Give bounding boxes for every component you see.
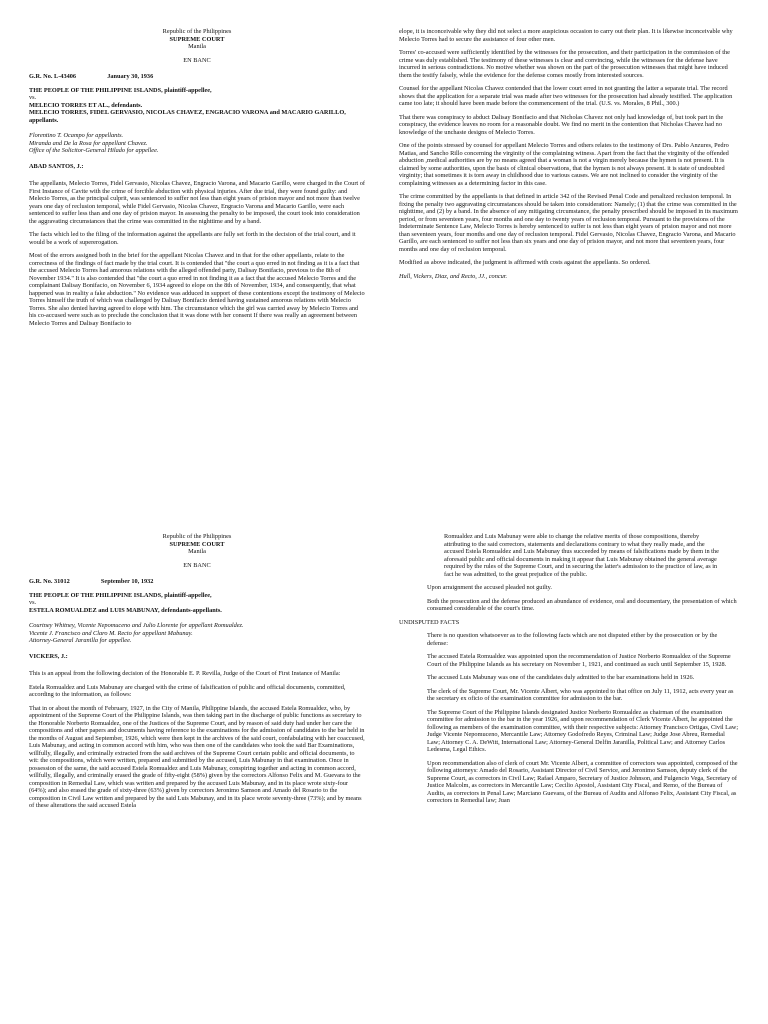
paragraph: Modified as above indicated, the judgment is affirmed with costs against the appellants. So ordered.	[399, 259, 651, 266]
paragraph: The clerk of the Supreme Court, Mr. Vicente Albert, who was appointed to that office on July 11, 1912, acts every year as the secretary ex oficio of the examination committee for admission to the bar.	[427, 687, 734, 702]
paragraph: That there was conspiracy to abduct Dalisay Bonifacio and that Nicholas Chavez not only had knowledge of, but took part in the conspiracy, the evidence leaves no room for a reasonable doubt. We find no merit in the contention that Nicholas Chavez had no knowledge of the unchaste designs of Melecio Torres.	[399, 113, 724, 136]
paragraph: Upon arraignment the accused pleaded not guilty.	[427, 584, 552, 591]
versus: vs.	[29, 599, 37, 606]
intro-paragraph: This is an appeal from the following decision of the Honorable E. P. Revilla, Judge of the Court of First Instance of Manila:	[29, 670, 341, 677]
plaintiff: THE PEOPLE OF THE PHILIPPINE ISLANDS, plaintiff-appellee,	[29, 86, 212, 94]
paragraph: Torres' co-accused were sufficiently identified by the witnesses for the prosecution, and their participation in the commission of the crime was duly established. The testimony of these witnesses is clear and convincing, while the witnesses for the defense have incurred in serious contradictions. No motive whether was shown on the part of the prosecution witnesses that might have induced them the testify falsely, while the evidence for the defense comes mostly from interested sources.	[399, 49, 730, 79]
division: EN BANC	[183, 561, 211, 569]
case1-left-column	[29, 28, 365, 333]
gr-number: G.R. No. L-43406	[29, 73, 77, 80]
counsel-line: Courtney Whitney, Vicente Nepomuceno and Julio Llorente for appellant Romualdez.	[29, 622, 244, 629]
paragraph: The accused Luis Mabunay was one of the candidates duly admitted to the bar examinations held in 1926.	[427, 674, 695, 681]
counsel-line: Office of the Solicitor-General Hilado for appellee.	[29, 147, 159, 154]
header-court: SUPREME COURT	[169, 35, 225, 43]
parties	[29, 87, 365, 125]
header-court: SUPREME COURT	[169, 540, 225, 548]
versus: vs.	[29, 94, 37, 101]
page-case-2	[0, 533, 768, 1023]
division: EN BANC	[183, 56, 211, 64]
case-number-line	[29, 73, 365, 81]
page-case-1	[0, 28, 768, 518]
case2-left-column	[29, 533, 365, 816]
case-number-line	[29, 578, 365, 586]
case1-header	[29, 28, 365, 64]
paragraph: Upon recommendation also of clerk of court Mr. Vicente Albert, a committee of correctors was appointed, composed of the following attorneys: Amado del Rosario, Assistant Director of Civil Service, and Jeronimo Samson, deputy clerk of the Supreme Court, as correctors in Civil Law; Rafael Amparo, Secretary of Justice Johnson, and Fulgencio Vega, Secretary of Justice Malcolm, as correctors in Mercantile Law; Cecilio Apostol, Assistant City Fiscal, and Remo, of the Bureau of Audits, as correctors in Penal Law; Marciano Guevara, of the Bureau of Audits and Alfonso Felix, Assistant City Fiscal, as correctors in Remedial law; Juan	[427, 759, 738, 804]
parties	[29, 592, 365, 615]
case2-right-column	[399, 533, 739, 811]
paragraph: There is no question whatsoever as to the following facts which are not disputed either by the prosecution or by the defense:	[427, 632, 718, 647]
paragraph: Both the prosecution and the defense produced an abundance of evidence, oral and documentary, the presentation of which consumed considerable of the court's time.	[427, 597, 737, 612]
plaintiff: THE PEOPLE OF THE PHILIPPINE ISLANDS, plaintiff-appellee,	[29, 591, 212, 599]
counsel-line: Attorney-General Jaranilla for appellee.	[29, 637, 132, 644]
defendants: ESTELA ROMUALDEZ and LUIS MABUNAY, defendants-appellants.	[29, 606, 222, 614]
quoted-information: That in or about the month of February, 1927, in the City of Manila, Philippine Islands, the accused Estela Romualdez, who, by appointment of the Supreme Court of the Philippine Islands, was then taking part in the discharge of public functions as secretary to the Honorable Norberto Romualdez, one of the Justices of the Supreme Court, and by reason of said duty had under her care the compositions and other papers and documents having reference to the examinations for the admission of candidates to the bar held in the months of August and September, 1926, which were then kept in the archives of the said court, confabulating with her coaccused, Luis Mabunay, and acting in common accord with him, who was then one of the candidates who took the said Bar Examinations, willfully, illegally, and criminally extracted from the said archives of the Supreme Court certain public and official documents, to wit: the compositions, which were written, prepared and submitted by the accused, Luis Mabunay in that examination. Once in possession of the same, the said accused Estela Romualdez and Luis Mabunay, conspiring together and acting in common accord, willfully, illegally, and criminally erased the grade of fifty-eight (58%) given by the correctors Alfonso Felix and M. Guevara to the composition in Remedial Law, which was written and prepared by the accused Luis Mabunay, and in its place wrote sixty-four (64%); and also erased the grade of sixty-three (63%) given by correctors Jeronimo Samson and Amado del Rosario to the composition in Civil Law written and prepared by the said Luis Mabunay, and in its place wrote seventy-three (73%); and by means of these alterations the said accused Estela	[29, 704, 365, 809]
defendants: MELECIO TORRES ET AL., defendants.	[29, 101, 143, 109]
paragraph: The Supreme Court of the Philippine Islands designated Justice Norberto Romualdez as chairman of the examination committee for admission to the bar in the year 1926, and upon recommendation of Clerk Vicente Albert, he appointed the following as members of the examination committee, with their respective subjects: Attorney Francisco Ortigas, Civil Law; Judge Vicente Nepomuceno, Mercantile Law; Attorney Godofredo Reyes, Criminal Law; Judge Jose Abreu, Remedial Law; Attorney C. A. DeWitt, International Law; Attorney-General Delfin Jaranilla, Political Law; and Attorney Carlos Ledesma, Legal Ethics.	[427, 708, 739, 753]
decision-date: January 30, 1936	[107, 73, 154, 80]
gr-number: G.R. No. 31012	[29, 578, 70, 585]
decision-date: September 10, 1932	[100, 578, 154, 585]
case1-right-column	[399, 28, 739, 286]
counsel-line: Miranda and De la Rosa for appellant Chavez.	[29, 139, 148, 147]
header-city: Manila	[188, 43, 206, 50]
ponente: VICKERS, J.:	[29, 652, 68, 660]
paragraph: Counsel for the appellant Nicolas Chavez contended that the lower court erred in not granting the latter a separate trial. The record shows that the application for a separate trial was made after two witnesses for the prosecution had already testified. The application came too late; it should have been made before the commencement of the trial. (U.S. vs. Morales, 8 Phil., 300.)	[399, 85, 733, 107]
paragraph: The accused Estela Romualdez was appointed upon the recommendation of Justice Norberto Romualdez of the Supreme Court of the Philippine Islands as his secretary on November 1, 1921, and continued as such until September 15, 1928.	[427, 653, 731, 668]
case2-header	[29, 533, 365, 569]
header-republic: Republic of the Philippines	[162, 28, 232, 35]
appellants: MELECIO TORRES, FIDEL GERVASIO, NICOLAS CHAVEZ, ENGRACIO VARONA and MACARIO GARILLO, appellants.	[29, 109, 346, 124]
section-heading: UNDISPUTED FACTS	[399, 618, 460, 626]
paragraph: The crime committed by the appellants is that defined in article 342 of the Revised Penal Code and penalized reclusion temporal. In fixing the penalty two aggravating circumstances should be taken into consideration: Namely; (1) that the crime was committed in the nighttime, and (2) by a band. In the absence of any mitigating circumstance, the penalty prescribed should be imposed in its maximum period, or from seventeen years, four months and one day to twenty years of reclusion temporal. Pursuant to the provisions of the Indeterminate Sentence Law, Melecio Torres is hereby sentenced to suffer is not less than eight years of prision mayor and not more than seventeen years, four months and one day of reclusion temporal. Fidel Gervasio, Nicolas Chavez, Engracio Varona, and Macario Garillo, are each sentenced to suffer not less than six years and one day of prision mayor, and not more that seventeen years, four months and one day of reclusion temporal.	[399, 193, 738, 253]
paragraph: The appellants, Melecio Torres, Fidel Gervasio, Nicolas Chavez, Engracio Varona, and Macario Garillo, were charged in the Court of First Instance of Cavite with the crime of forcible abduction with physical injuries. After due trial, they were found guilty: and Melecio Torres, as the principal culprit, was sentenced to suffer not less than eight years of prision mayor and not more than twelve years one day of reclusion temporal, while Fidel Gervasio, Nicolas Chavez, Engracio Varona and Macario Garillo, were each sentenced to suffer less than and one day of prision mayor. In assessing the penalty to be imposed, the court took into consideration the aggravating circumstances that the crime was committed in the nighttime and by a band.	[29, 180, 365, 225]
counsel	[29, 132, 365, 155]
paragraph: Most of the errors assigned both in the brief for the appellant Nicolas Chavez and in that for the other appellants, relate to the correctness of the findings of fact made by the trial court. It is contended that "the court a quo erred in not finding as it is a fact that the accused Melecio Torres had amorous relations with the alleged offended party, Dalisay Bonifacio, previous to the 8th of November 1934." It is also contended that "the court a quo erred in not finding it as a fact that the accused Melecio Torres and the complainant Dalisay Bonifacio, on November 6, 1934 agreed to elope on the 8th of November, 1934, and consequently, that what happened was in reality a fake abduction." No evidence was adduced in support of these contentions except the testimony of Melecio Torres himself the truth of which was challenged by Dalisay Bonifacio denied having sustained amorous relations with Melecio Torres. She also denied having agreed to elope with him. The circumstance which the girl was carried away by Melecio Torres and his co-accused were such as to preclude the conclusion that it was done with her consent If there was really an agreement between Melecio Torres and Dalisay Bonifacio to	[29, 252, 365, 327]
paragraph: elope, it is inconceivable why they did not select a more auspicious occasion to carry out their plan. It is likewise inconceivable why Melecio Torres had to secure the assistance of four other men.	[399, 28, 733, 43]
counsel-line: Florentino T. Ocampo for appellants.	[29, 132, 124, 139]
paragraph: The facts which led to the filing of the information against the appellants are fully set forth in the decision of the trial court, and it would be a work of supererogation.	[29, 231, 356, 246]
ponente: ABAD SANTOS, J.:	[29, 162, 84, 170]
header-republic: Republic of the Philippines	[162, 533, 232, 540]
header-city: Manila	[188, 548, 206, 555]
quoted-information-cont: Romualdez and Luis Mabunay were able to change the relative merits of those compositions, thereby attributing to the said correctors, statements and declarations contrary to what they really made, and the accused Estela Romualdez and Luis Mabunay thus succeeded by means of falsifications made by them in the aforesaid public and official documents in making it appear that Luis Mabunay obtained the general average required by the rules of the Supreme Court, and in securing the latter's admission to the practice of law, as in fact he was admitted, to the great prejudice of the public.	[444, 533, 719, 578]
paragraph: One of the points stressed by counsel for appellant Melecio Torres and others relates to the testimony of Drs. Pablo Anzures, Pedro Matias, and Sancho Rillo concerning the virginity of the complaining witness. Apart from the fact that the virginity of the offended abduction ,medical authorities are by no means agreed that a woman is not a virgin merely because the hymen is not present. It is claimed by some authorities, upon the basis of clinical observations, that the hymen is not always present. it is state of undoubted virginity; that sometimes it is torn away in childhood due to various causes. We are not inclined to consider the virginity of the complaining witnesses as a determining factor in this case.	[399, 142, 729, 187]
quoted-paragraph: Estela Romualdez and Luis Mabunay are charged with the crime of falsification of public and official documents, committed, according to the information, as follows:	[29, 683, 346, 698]
counsel	[29, 622, 365, 645]
counsel-line: Vicente J. Francisco and Claro M. Recto for appellant Mabunay.	[29, 629, 193, 637]
concurrence: Hull, Vickers, Diaz, and Recto, JJ., concur.	[399, 272, 508, 280]
